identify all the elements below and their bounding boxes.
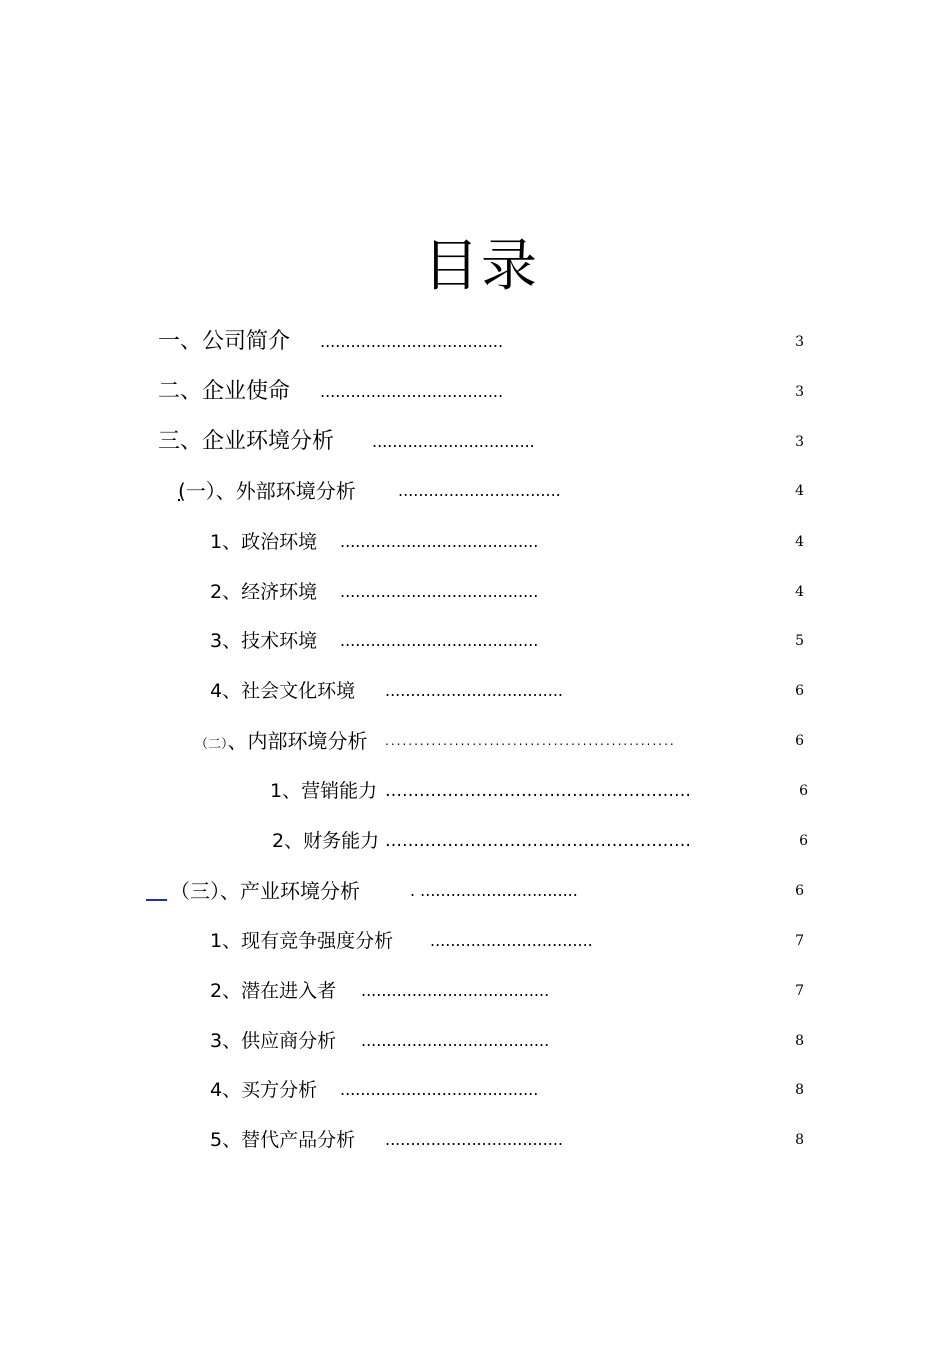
toc-leader-dots: .................................... [320,332,504,351]
toc-entry-label-text: 一）、外部环境分析 [185,479,356,503]
toc-entry-label-text: 、内部环境分析 [227,729,368,753]
toc-leader-dots: ................................ [430,931,593,950]
toc-entry-label: 4、社会文化环境 [210,680,356,702]
toc-leader-dots: .................................................. [385,734,676,748]
toc-entry-label: 3、技术环境 [210,630,318,652]
toc-leader-dots: ................................ [398,481,561,500]
toc-entry-label: 1、现有竞争强度分析 [210,930,394,952]
toc-leader-dots: ……………………………………………… [385,781,691,801]
toc-entry-economic[interactable] [210,577,818,607]
toc-leader-dots: ....................................... [340,1080,539,1099]
toc-page-number: 4 [795,534,804,550]
toc-leader-dots: ................................... [385,681,564,700]
toc-entry-industry-environment[interactable] [170,876,818,906]
toc-entry-label: （三）、产业环境分析 [170,879,360,903]
toc-entry-suppliers[interactable] [210,1026,818,1056]
toc-page-number: 8 [795,1132,804,1148]
toc-page-number: 3 [795,334,804,350]
toc-entry-mission[interactable] [158,377,818,407]
toc-page-number: 6 [799,783,808,799]
toc-entry-external-environment[interactable] [178,476,818,506]
toc-entry-political[interactable] [210,527,818,557]
toc-leader-dots: ....................................... [340,532,539,551]
toc-page-number: 7 [795,933,804,949]
toc-page-number: 3 [795,434,804,450]
toc-entry-company-intro[interactable] [158,327,818,357]
toc-page-number: 6 [795,683,804,699]
toc-entry-label-prefix: ( [178,479,186,503]
toc-entry-label-prefix: （二） [195,737,228,752]
toc-page-number: 8 [795,1082,804,1098]
toc-entry-potential-entrants[interactable] [210,976,818,1006]
toc-leader-dots: .................................... [320,382,504,401]
toc-leader-dots: ..................................... [361,981,550,1000]
toc-leader-dots: ……………………………………………… [385,831,691,851]
toc-leader-dots: ..................................... [361,1031,550,1050]
toc-leader-dots: ................................ [372,432,535,451]
toc-entry-label: 5、替代产品分析 [210,1129,356,1151]
toc-entry-label: 1、政治环境 [210,531,318,553]
toc-entry-social-culture[interactable] [210,676,818,706]
toc-entry-finance[interactable] [272,826,822,856]
toc-entry-label: 二、企业使命 [158,379,291,404]
toc-entry-marketing[interactable] [270,776,822,806]
toc-entry-label [195,726,368,760]
toc-entry-label: 三、企业环境分析 [158,429,335,454]
link-underline-mark [146,899,167,901]
toc-entry-environment-analysis[interactable] [158,427,818,457]
toc-entry-buyers[interactable] [210,1075,818,1105]
toc-entry-label: 3、供应商分析 [210,1030,337,1052]
toc-leader-dots: ....................................... [340,582,539,601]
toc-page-number: 4 [795,584,804,600]
toc-entry-substitutes[interactable] [210,1125,818,1155]
toc-leader-dots: ................................... [385,1130,564,1149]
toc-entry-label: 一、公司简介 [158,329,291,354]
toc-page-number: 7 [795,983,804,999]
toc-page-number: 6 [799,833,808,849]
page-title: 目录 [423,234,539,299]
toc-page-number: 3 [795,384,804,400]
toc-page-number: 5 [795,633,804,649]
toc-page-number: 4 [795,483,804,499]
toc-page-number: 6 [795,883,804,899]
toc-entry-label: 1、营销能力 [270,780,378,802]
toc-entry-label: 2、经济环境 [210,581,318,603]
toc-page-number: 8 [795,1033,804,1049]
toc-page-number: 6 [795,733,804,749]
toc-entry-internal-environment[interactable] [195,726,818,756]
toc-entry-technology[interactable] [210,626,818,656]
toc-leader-dots: ....................................... [340,631,539,650]
toc-entry-label: 2、财务能力 [272,830,380,852]
toc-entry-label: 4、买方分析 [210,1079,318,1101]
toc-leader-dots: . ............................... [410,881,578,900]
toc-entry-competition[interactable] [210,926,818,956]
toc-entry-label: 2、潜在进入者 [210,980,337,1002]
toc-entry-label [178,476,356,506]
